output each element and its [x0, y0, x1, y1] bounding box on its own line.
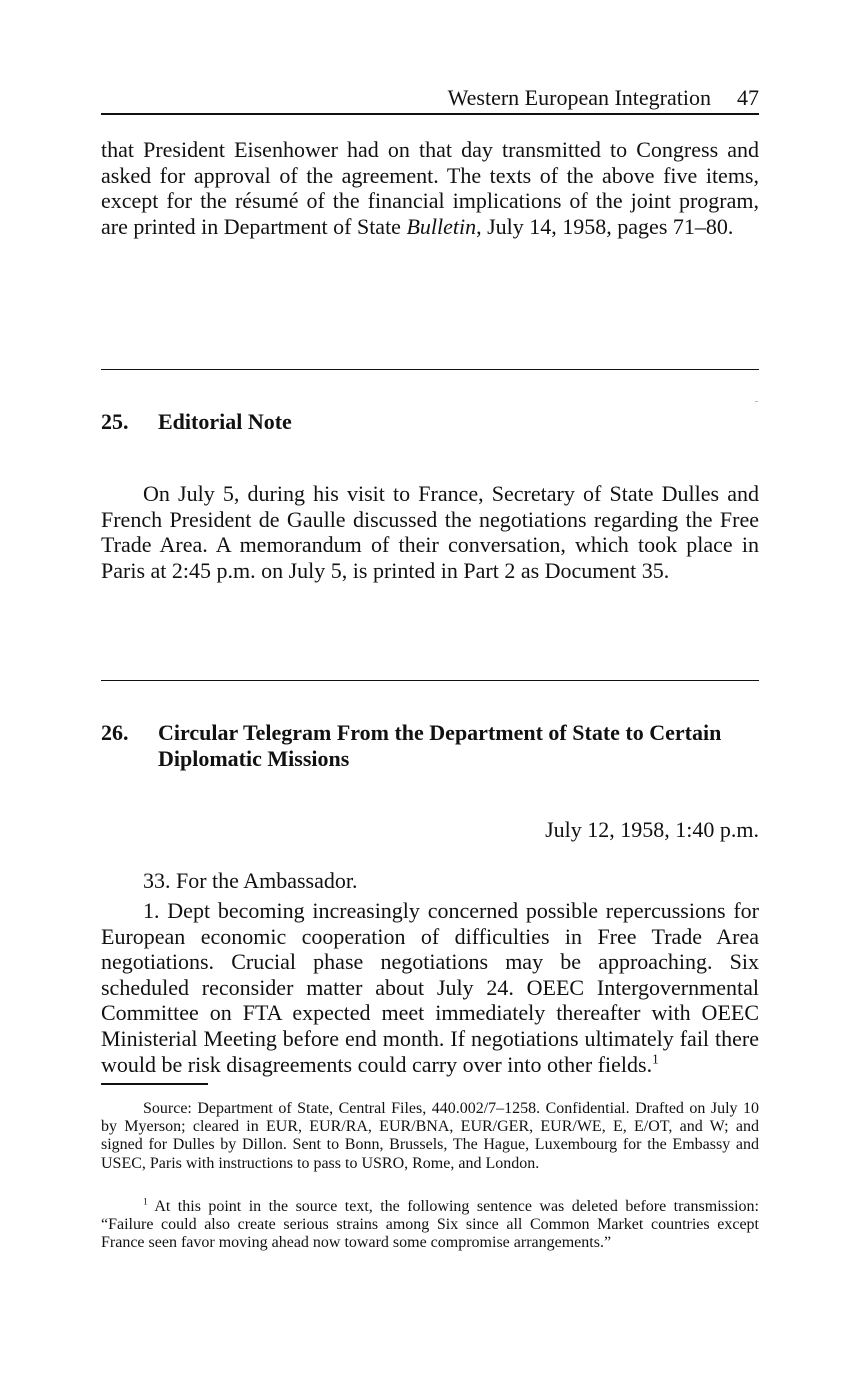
document-25-body: On July 5, during his visit to France, Secretary of State Dulles and French President de Gaulle discussed the negotiations regarding the Free Trade Area. A memorandum of their conversation, which took place in Paris at 2:45 p.m. on July 5, is printed in Part 2 as Document 35. — [101, 481, 759, 583]
continued-paragraph — [101, 137, 759, 239]
running-head-title: Western European Integration — [447, 85, 711, 110]
document-25-title: Editorial Note — [158, 409, 292, 434]
scan-speck — [755, 401, 758, 402]
telegram-paragraph-1-text: 1. Dept becoming increasingly concerned possible repercussions for European economic cooperation of difficulties in Free Trade Area negotiations. Crucial phase negotiations may be approaching. Six scheduled reconsider matter about July 24. OEEC Intergovernmental Committee on FTA expected meet immediately thereafter with OEEC Ministerial Meeting before end month. If negotiations ultimately fail there would be risk disagreements could carry over into other fields. — [101, 898, 759, 1077]
document-separator-rule — [101, 369, 759, 370]
document-26-title: Circular Telegram From the Department of State to Certain Diplomatic Missions — [158, 720, 722, 771]
footnote-1-marker: 1 — [143, 1196, 148, 1208]
telegram-paragraph-1 — [101, 898, 759, 1077]
continued-text-end: , July 14, 1958, pages 71–80. — [476, 213, 734, 239]
page-number: 47 — [737, 85, 759, 110]
document-26-heading — [101, 720, 759, 772]
document-25-heading — [101, 409, 759, 435]
document-separator-rule — [101, 680, 759, 681]
document-25-number: 25. — [101, 409, 129, 434]
document-26-number: 26. — [101, 720, 129, 745]
footnote-reference-1: 1 — [652, 1051, 659, 1067]
footnote-rule — [101, 1083, 208, 1085]
telegram-salutation: 33. For the Ambassador. — [143, 868, 358, 893]
footnote-1 — [101, 1198, 759, 1253]
source-note: Source: Department of State, Central Files, 440.002/7–1258. Confidential. Drafted on July 10 by Myerson; cleared in EUR, EUR/RA, EUR/BNA, EUR/GER, EUR/WE, E, E/OT, and W; and signed for Dulles by Dillon. Sent to Bonn, Brussels, The Hague, Luxembourg for the Embassy and USEC, Paris with instructions to pass to USRO, Rome, and London. — [101, 1100, 759, 1172]
header-rule — [101, 113, 759, 115]
running-head — [448, 84, 759, 112]
footnote-1-text: At this point in the source text, the following sentence was deleted before transmission: “Failure could also create serious strains among Six since all Common Market countries except France seen favor moving ahead now toward some compromise arrangements.” — [101, 1198, 759, 1252]
continued-text-start: that President Eisenhower had on that day transmitted to Congress and asked for approval of the agreement. The texts of the above five items, except for the résumé of the financial implications of the joint program, are printed in Department of State — [101, 137, 759, 239]
telegram-dateline: July 12, 1958, 1:40 p.m. — [545, 817, 759, 842]
bulletin-title: Bulletin — [406, 213, 477, 239]
